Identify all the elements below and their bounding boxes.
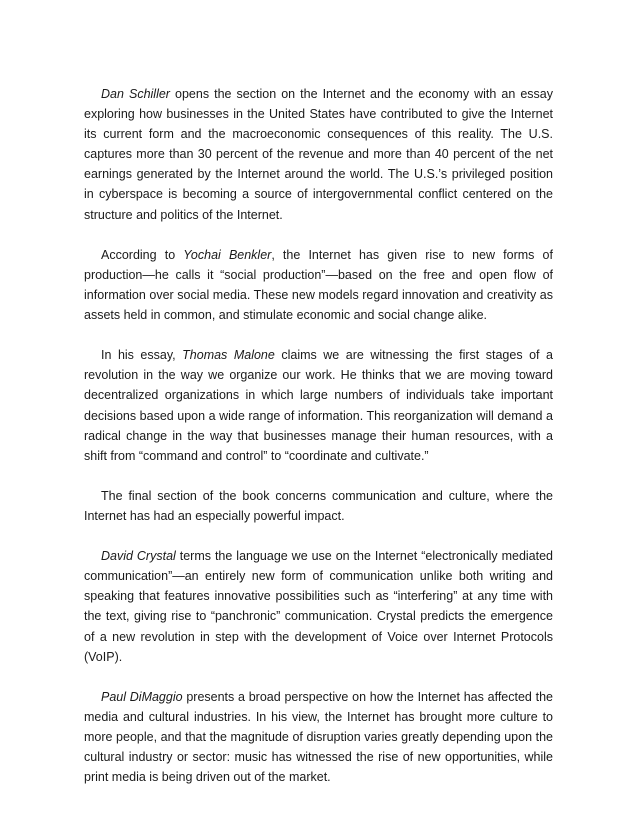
author-name-dimaggio: Paul DiMaggio [101,689,183,704]
author-name-schiller: Dan Schiller [101,87,170,101]
paragraph-schiller [84,84,553,225]
paragraph-lead: The final section of the book concerns communication and culture, where the Internet has had an especially powerful impact. [84,488,553,523]
paragraph-text: presents a broad perspective on how the Internet has affected the media and cultural industries. In his view, the Internet has brought more culture to more people, and that the magnitude of disruption varies greatly depending upon the cultural industry or sector: music has witnessed the rise of new opportunities, while print media is being driven out of the market. [84,689,553,785]
paragraph-lead: According to [101,247,184,262]
paragraph-text: terms the language we use on the Internet “electronically mediated communication”—an entirely new form of communication unlike both writing and speaking that features innovative possibilities such as “interfering” at any time with the text, giving rise to “panchronic” communication. Crystal predicts the emergence of a new revolution in step with the development of Voice over Internet Protocols (VoIP). [84,549,554,664]
paragraph-lead: In his essay, [101,348,183,363]
author-name-malone: Thomas Malone [182,348,275,363]
paragraph-text: claims we are witnessing the first stages of a revolution in the way we organize our work. He thinks that we are moving toward decentralized organizations in which large numbers of individuals take important decisions based upon a wide range of information. This reorganization will demand a radical change in the way that businesses manage their human resources, with a shift from “command and control” to “coordinate and cultivate.” [84,348,553,463]
page-body [84,84,553,787]
paragraph-crystal [84,546,553,667]
author-name-benkler: Yochai Benkler [183,247,272,262]
paragraph-final-section [84,486,553,526]
paragraph-dimaggio [84,687,553,787]
author-name-crystal: David Crystal [101,549,176,564]
paragraph-benkler [84,245,553,325]
paragraph-text: , the Internet has given rise to new forms of production—he calls it “social production”—based on the free and open flow of information over social media. These new models regard innovation and creativity as assets held in common, and stimulate economic and social change alike. [84,247,553,323]
paragraph-text: opens the section on the Internet and the economy with an essay exploring how businesses in the United States have contributed to give the Internet its current form and the macroeconomic consequences of this reality. The U.S. captures more than 30 percent of the revenue and more than 40 percent of the net earnings generated by the Internet around the world. The U.S.’s privileged position in cyberspace is becoming a source of intergovernmental conflict centered on the structure and politics of the Internet. [84,87,554,222]
paragraph-malone [84,345,553,466]
